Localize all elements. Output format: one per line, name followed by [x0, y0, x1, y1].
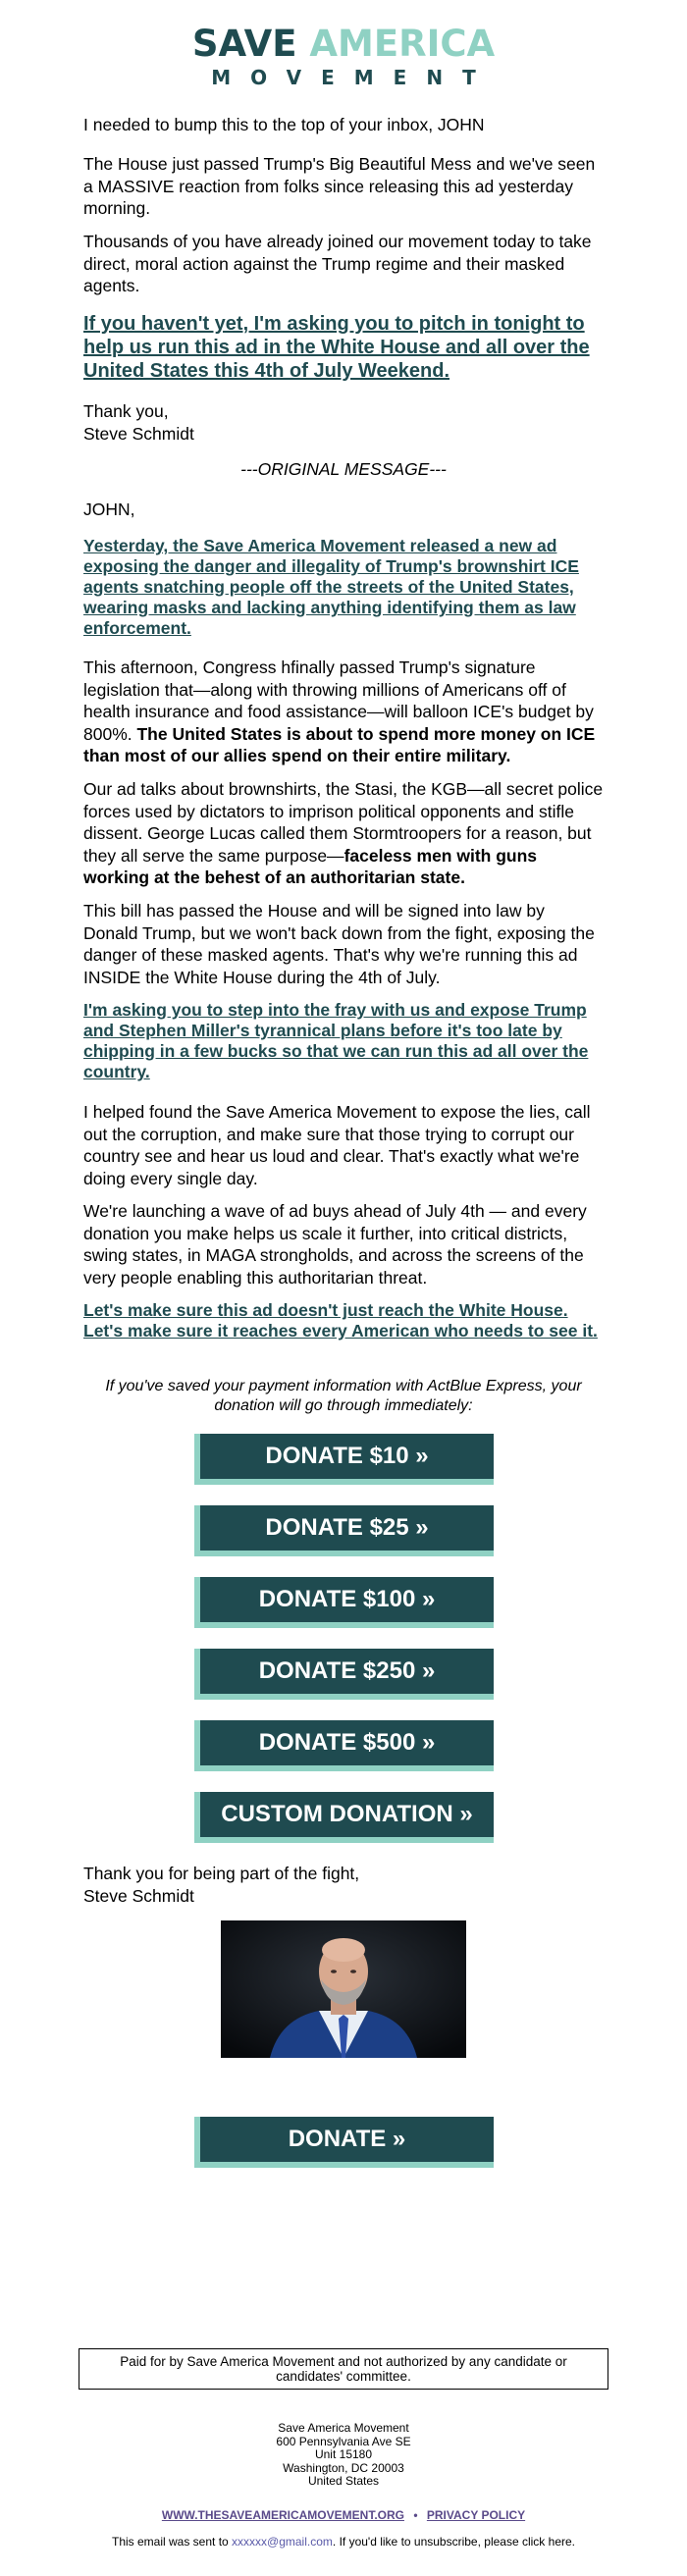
logo-word-america: AMERICA	[309, 23, 496, 65]
footer-links	[0, 2508, 687, 2522]
logo	[0, 25, 687, 89]
pitch-in-link[interactable]: If you haven't yet, I'm asking you to pitch in tonight to help us run this ad in the White House and all over the United States this 4th of July Weekend.	[83, 313, 590, 382]
intro-line	[83, 114, 604, 136]
unsubscribe-line	[0, 2535, 687, 2549]
website-link[interactable]: WWW.THESAVEAMERICAMOVEMENT.ORG	[161, 2508, 404, 2522]
intro-paragraph-2: The House just passed Trump's Big Beautiful Mess and we've seen a MASSIVE reaction from folks since releasing this ad yesterday morning.	[83, 154, 596, 218]
logo-word-movement: MOVEMENT	[211, 66, 496, 89]
intro-paragraph-1: I needed to bump this to the top of your inbox, JOHN	[83, 115, 485, 134]
donate-main-button[interactable]: DONATE »	[194, 2117, 494, 2168]
ice-budget-bold: The United States is about to spend more money on ICE than most of our allies spend on their entire military.	[83, 723, 596, 765]
recipient-email: xxxxxx@gmail.com	[232, 2535, 333, 2549]
ad-release-link[interactable]: Yesterday, the Save America Movement released a new ad exposing the danger and illegality of Trump's brownshirt ICE agents snatching people off the streets of the United States, wearing masks and lacking anything identifying them as law enforcement.	[83, 536, 579, 638]
portrait-illustration	[221, 1920, 466, 2058]
actblue-note: If you've saved your payment information with ActBlue Express, your donation will go through immediately:	[105, 1378, 582, 1414]
link-separator: •	[413, 2508, 418, 2522]
intro-paragraph-3: Thousands of you have already joined our movement today to take direct, moral action against the Trump regime and their masked agents.	[83, 232, 592, 295]
closing-thanks: Thank you for being part of the fight,	[83, 1864, 360, 1883]
ice-budget-paragraph	[83, 657, 604, 767]
logo-word-save: SAVE	[191, 23, 297, 65]
original-greeting: JOHN,	[83, 499, 135, 519]
address-line: Washington, DC 20003	[283, 2460, 404, 2475]
donate-10-button[interactable]: DONATE $10 »	[194, 1434, 494, 1485]
mailing-address	[0, 2422, 687, 2489]
ice-budget-text: This afternoon, Congress hfinally passed Trump's signature legislation that—along with throwing millions of Americans off of health insurance and food assistance—will balloon ICE's budget by 800%.	[83, 657, 594, 744]
original-message-header: ---ORIGINAL MESSAGE---	[240, 459, 447, 479]
donate-100-button[interactable]: DONATE $100 »	[194, 1577, 494, 1628]
ad-buys-paragraph: We're launching a wave of ad buys ahead of July 4th — and every donation you make helps us scale it further, into critical districts, swing states, in MAGA strongholds, and across the screens of the very people enabling this authoritarian threat.	[83, 1201, 587, 1288]
privacy-policy-link[interactable]: PRIVACY POLICY	[426, 2508, 526, 2522]
bill-passed-paragraph: This bill has passed the House and will be signed into law by Donald Trump, but we won't back down from the fight, exposing the danger of these masked agents. That's why we're running this ad INSIDE the White House during the 4th of July.	[83, 901, 595, 987]
address-line: United States	[307, 2474, 380, 2488]
address-line: Save America Movement	[278, 2421, 409, 2435]
unsubscribe-text[interactable]: . If you'd like to unsubscribe, please click here.	[332, 2535, 575, 2549]
closing-name: Steve Schmidt	[83, 1885, 194, 1906]
donate-250-button[interactable]: DONATE $250 »	[194, 1649, 494, 1700]
address-line: Unit 15180	[314, 2447, 373, 2461]
address-line: 600 Pennsylvania Ave SE	[276, 2434, 411, 2448]
paid-for-disclaimer: Paid for by Save America Movement and not authorized by any candidate or candidates' committee.	[79, 2348, 608, 2390]
brownshirts-text: Our ad talks about brownshirts, the Stasi, the KGB—all secret police forces used by dictators to imprison political opponents and stifle dissent. George Lucas called them Stormtroopers for a reason, but they all serve the same purpose—	[83, 779, 604, 866]
step-into-fray-link[interactable]: I'm asking you to step into the fray with us and expose Trump and Stephen Miller's tyrannical plans before it's too late by chipping in a few bucks so that we can run this ad all over the country.	[83, 1000, 589, 1081]
brownshirts-paragraph	[83, 778, 604, 889]
signoff-thank-you: Thank you,	[83, 401, 169, 421]
donate-500-button[interactable]: DONATE $500 »	[194, 1720, 494, 1771]
donate-25-button[interactable]: DONATE $25 »	[194, 1505, 494, 1556]
custom-donation-button[interactable]: CUSTOM DONATION »	[194, 1792, 494, 1843]
sent-prefix: This email was sent to	[111, 2535, 233, 2549]
founded-paragraph: I helped found the Save America Movement to expose the lies, call out the corruption, and make sure that those trying to corrupt our country see and hear us loud and clear. That's exactly what we're doing every single day.	[83, 1102, 591, 1188]
signoff-name: Steve Schmidt	[83, 423, 194, 444]
steve-schmidt-photo	[221, 1920, 466, 2058]
reach-every-american-link[interactable]: Let's make sure this ad doesn't just reach the White House. Let's make sure it reaches every American who needs to see it.	[83, 1300, 598, 1341]
brownshirts-bold: faceless men with guns working at the behest of an authoritarian state.	[83, 845, 538, 887]
